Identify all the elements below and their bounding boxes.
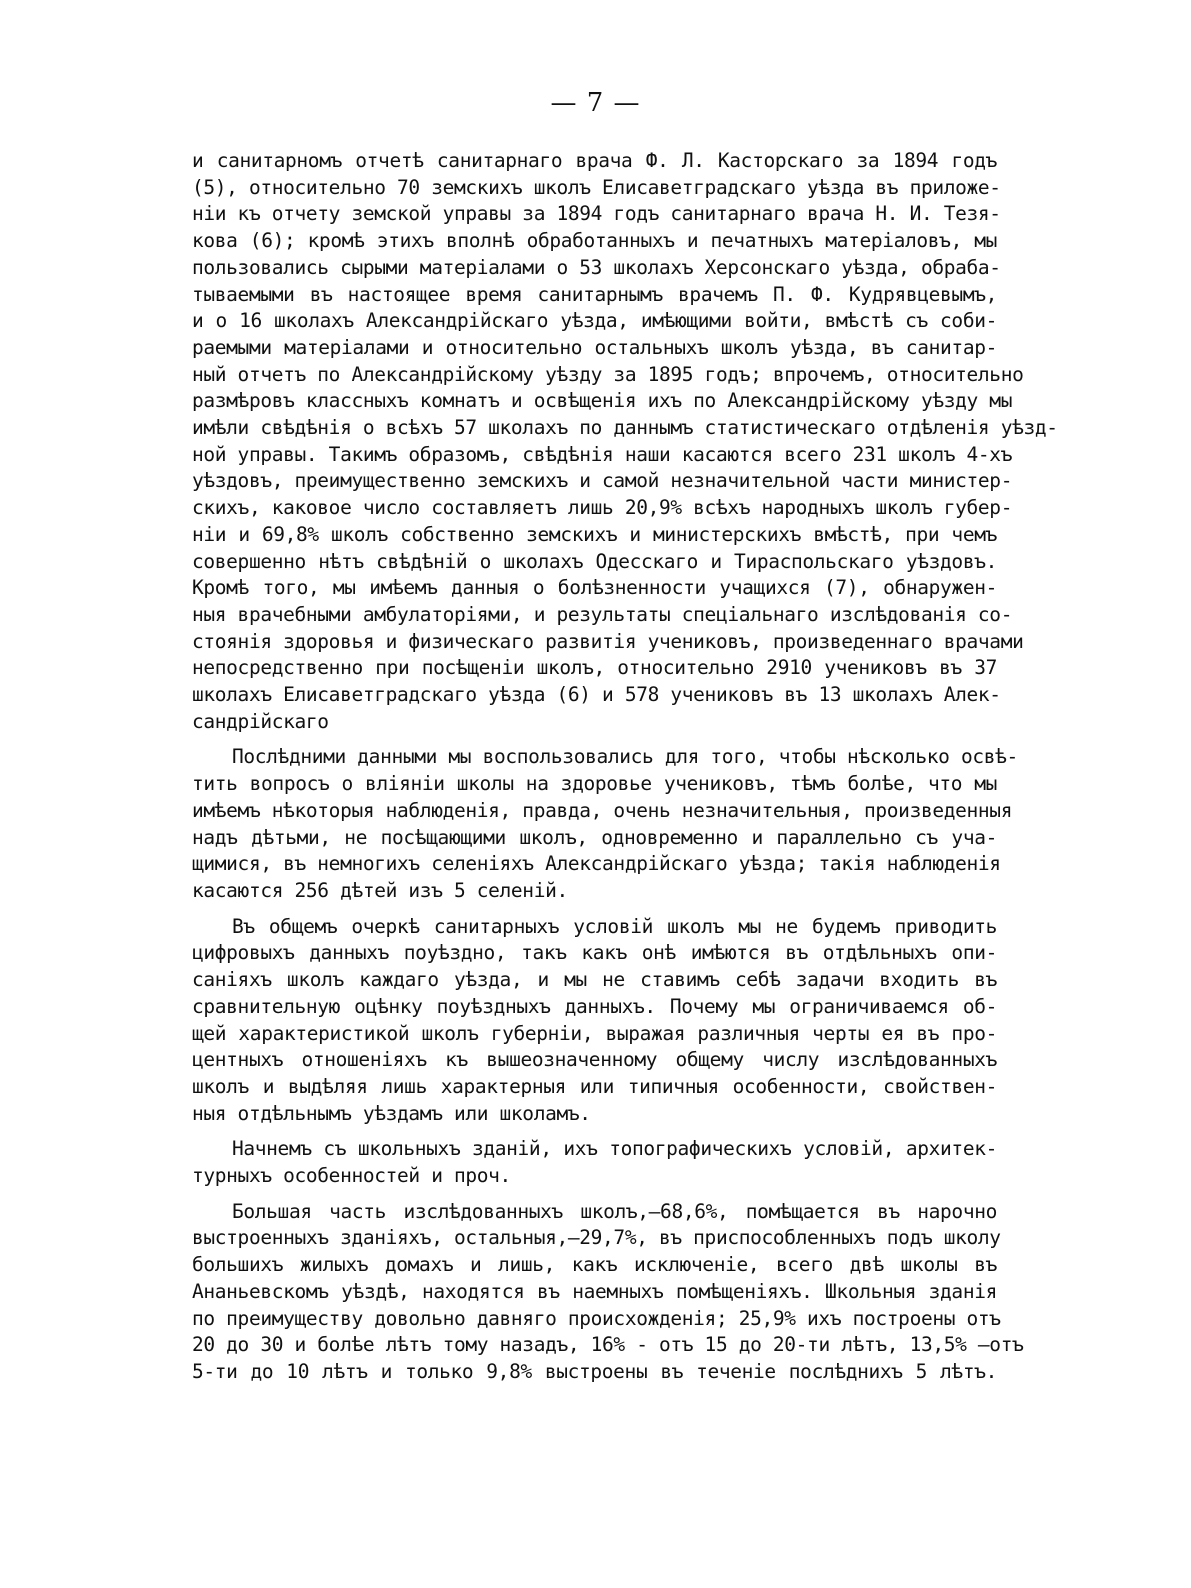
paragraph-gap bbox=[192, 735, 997, 744]
text-line: размѣровъ классныхъ комнатъ и освѣщенія ихъ по Александрійскому уѣзду мы bbox=[192, 389, 1013, 413]
text-line: раемыми матеріалами и относительно остальныхъ школъ уѣзда, въ санитар- bbox=[192, 335, 997, 359]
body-text bbox=[192, 148, 1058, 1386]
text-line: цифровыхъ данныхъ поуѣздно, такъ какъ онѣ имѣются въ отдѣльныхъ опи- bbox=[192, 941, 997, 965]
text-line: Послѣдними данными мы воспользовались для того, чтобы нѣсколько освѣ- bbox=[232, 745, 1018, 769]
paragraph-gap bbox=[192, 1127, 997, 1136]
text-line: уѣздовъ, преимущественно земскихъ и самой незначительной части министер- bbox=[192, 469, 1013, 493]
text-line: касаются 256 дѣтей изъ 5 селеній. bbox=[192, 878, 568, 902]
text-line: непосредственно при посѣщеніи школъ, относительно 2910 учениковъ въ 37 bbox=[192, 656, 997, 680]
paragraph-sources bbox=[192, 148, 1058, 735]
text-line: по преимуществу довольно давняго происхожденія; 25,9% ихъ построены отъ bbox=[192, 1306, 1001, 1330]
text-line: скихъ, каковое число составляетъ лишь 20,9% всѣхъ народныхъ школъ губер- bbox=[192, 496, 1013, 520]
text-line: большихъ жилыхъ домахъ и лишь, какъ исключеніе, всего двѣ школы въ bbox=[192, 1253, 997, 1277]
paragraph-general-outline bbox=[192, 914, 997, 1128]
text-line: турныхъ особенностей и проч. bbox=[192, 1164, 511, 1188]
text-line: тить вопросъ о вліяніи школы на здоровье учениковъ, тѣмъ болѣе, что мы bbox=[192, 772, 997, 796]
text-line: надъ дѣтьми, не посѣщающими школъ, одновременно и параллельно съ уча- bbox=[192, 825, 997, 849]
text-line: Начнемъ съ школьныхъ зданій, ихъ топографическихъ условій, архитек- bbox=[232, 1137, 997, 1161]
text-line: ніи и 69,8% школъ собственно земскихъ и министерскихъ вмѣстѣ, при чемъ bbox=[192, 522, 997, 546]
text-line: саніяхъ школъ каждаго уѣзда, и мы не ставимъ себѣ задачи входить въ bbox=[192, 968, 997, 992]
paragraph-buildings-statistics bbox=[192, 1199, 1024, 1386]
text-line: сандрійскаго bbox=[192, 709, 329, 733]
text-line: щей характеристикой школъ губерніи, выражая различныя черты ея въ про- bbox=[192, 1021, 997, 1045]
text-line: школъ и выдѣляя лишь характерныя или типичныя особенности, свойствен- bbox=[192, 1074, 997, 1098]
text-line: тываемыми въ настоящее время санитарнымъ врачемъ П. Ф. Кудрявцевымъ, bbox=[192, 282, 997, 306]
text-line: кова (6); кромѣ этихъ вполнѣ обработанныхъ и печатныхъ матеріаловъ, мы bbox=[192, 229, 997, 253]
page-number: — 7 — bbox=[550, 88, 641, 118]
text-line: и о 16 школахъ Александрійскаго уѣзда, имѣющими войти, вмѣстѣ съ соби- bbox=[192, 309, 997, 333]
text-line: ныя отдѣльнымъ уѣздамъ или школамъ. bbox=[192, 1101, 591, 1125]
paragraph-gap bbox=[192, 905, 997, 914]
text-line: Кромѣ того, мы имѣемъ данныя о болѣзненности учащихся (7), обнаружен- bbox=[192, 576, 997, 600]
text-line: совершенно нѣтъ свѣдѣній о школахъ Одесскаго и Тираспольскаго уѣздовъ. bbox=[192, 549, 997, 573]
text-line: ніи къ отчету земской управы за 1894 годъ санитарнаго врача Н. И. Тезя- bbox=[192, 202, 1001, 226]
text-line: имѣемъ нѣкоторыя наблюденія, правда, очень незначительныя, произведенныя bbox=[192, 798, 1013, 822]
paragraph-gap bbox=[192, 1190, 997, 1199]
text-line: имѣли свѣдѣнія о всѣхъ 57 школахъ по даннымъ статистическаго отдѣленія уѣзд- bbox=[192, 416, 1058, 440]
text-line: Большая часть изслѣдованныхъ школъ,—68,6%, помѣщается въ нарочно bbox=[232, 1199, 997, 1223]
text-line: школахъ Елисаветградскаго уѣзда (6) и 578 учениковъ въ 13 школахъ Алек- bbox=[192, 683, 1001, 707]
text-line: Ананьевскомъ уѣздѣ, находятся въ наемныхъ помѣщеніяхъ. Школьныя зданія bbox=[192, 1279, 997, 1303]
text-line: Въ общемъ очеркѣ санитарныхъ условій школъ мы не будемъ приводить bbox=[232, 914, 997, 938]
text-line: 20 до 30 и болѣе лѣтъ тому назадъ, 16% - отъ 15 до 20-ти лѣтъ, 13,5% —отъ bbox=[192, 1333, 1024, 1357]
paragraph-buildings-intro bbox=[192, 1136, 997, 1189]
text-line: центныхъ отношеніяхъ къ вышеозначенному общему числу изслѣдованныхъ bbox=[192, 1048, 997, 1072]
text-line: ной управы. Такимъ образомъ, свѣдѣнія наши касаются всего 231 школъ 4-хъ bbox=[192, 442, 1013, 466]
text-line: сравнительную оцѣнку поуѣздныхъ данныхъ. Почему мы ограничиваемся об- bbox=[192, 994, 997, 1018]
paragraph-school-influence bbox=[192, 744, 1018, 904]
text-line: ный отчетъ по Александрійскому уѣзду за 1895 годъ; впрочемъ, относительно bbox=[192, 362, 1024, 386]
text-line: выстроенныхъ зданіяхъ, остальныя,—29,7%, въ приспособленныхъ подъ школу bbox=[192, 1226, 1001, 1250]
text-line: стоянія здоровья и физическаго развитія учениковъ, произведеннаго врачами bbox=[192, 629, 1024, 653]
text-line: (5), относительно 70 земскихъ школъ Елисаветградскаго уѣзда въ приложе- bbox=[192, 175, 1001, 199]
text-line: ныя врачебными амбулаторіями, и результаты спеціальнаго изслѣдованія со- bbox=[192, 602, 1013, 626]
text-line: щимися, въ немногихъ селеніяхъ Александрійскаго уѣзда; такія наблюденія bbox=[192, 852, 1001, 876]
text-line: пользовались сырыми матеріалами о 53 школахъ Херсонскаго уѣзда, обраба- bbox=[192, 255, 1001, 279]
text-line: и санитарномъ отчетѣ санитарнаго врача Ф. Л. Касторскаго за 1894 годъ bbox=[192, 149, 997, 172]
text-line: 5-ти до 10 лѣтъ и только 9,8% выстроены въ теченіе послѣднихъ 5 лѣтъ. bbox=[192, 1359, 997, 1383]
